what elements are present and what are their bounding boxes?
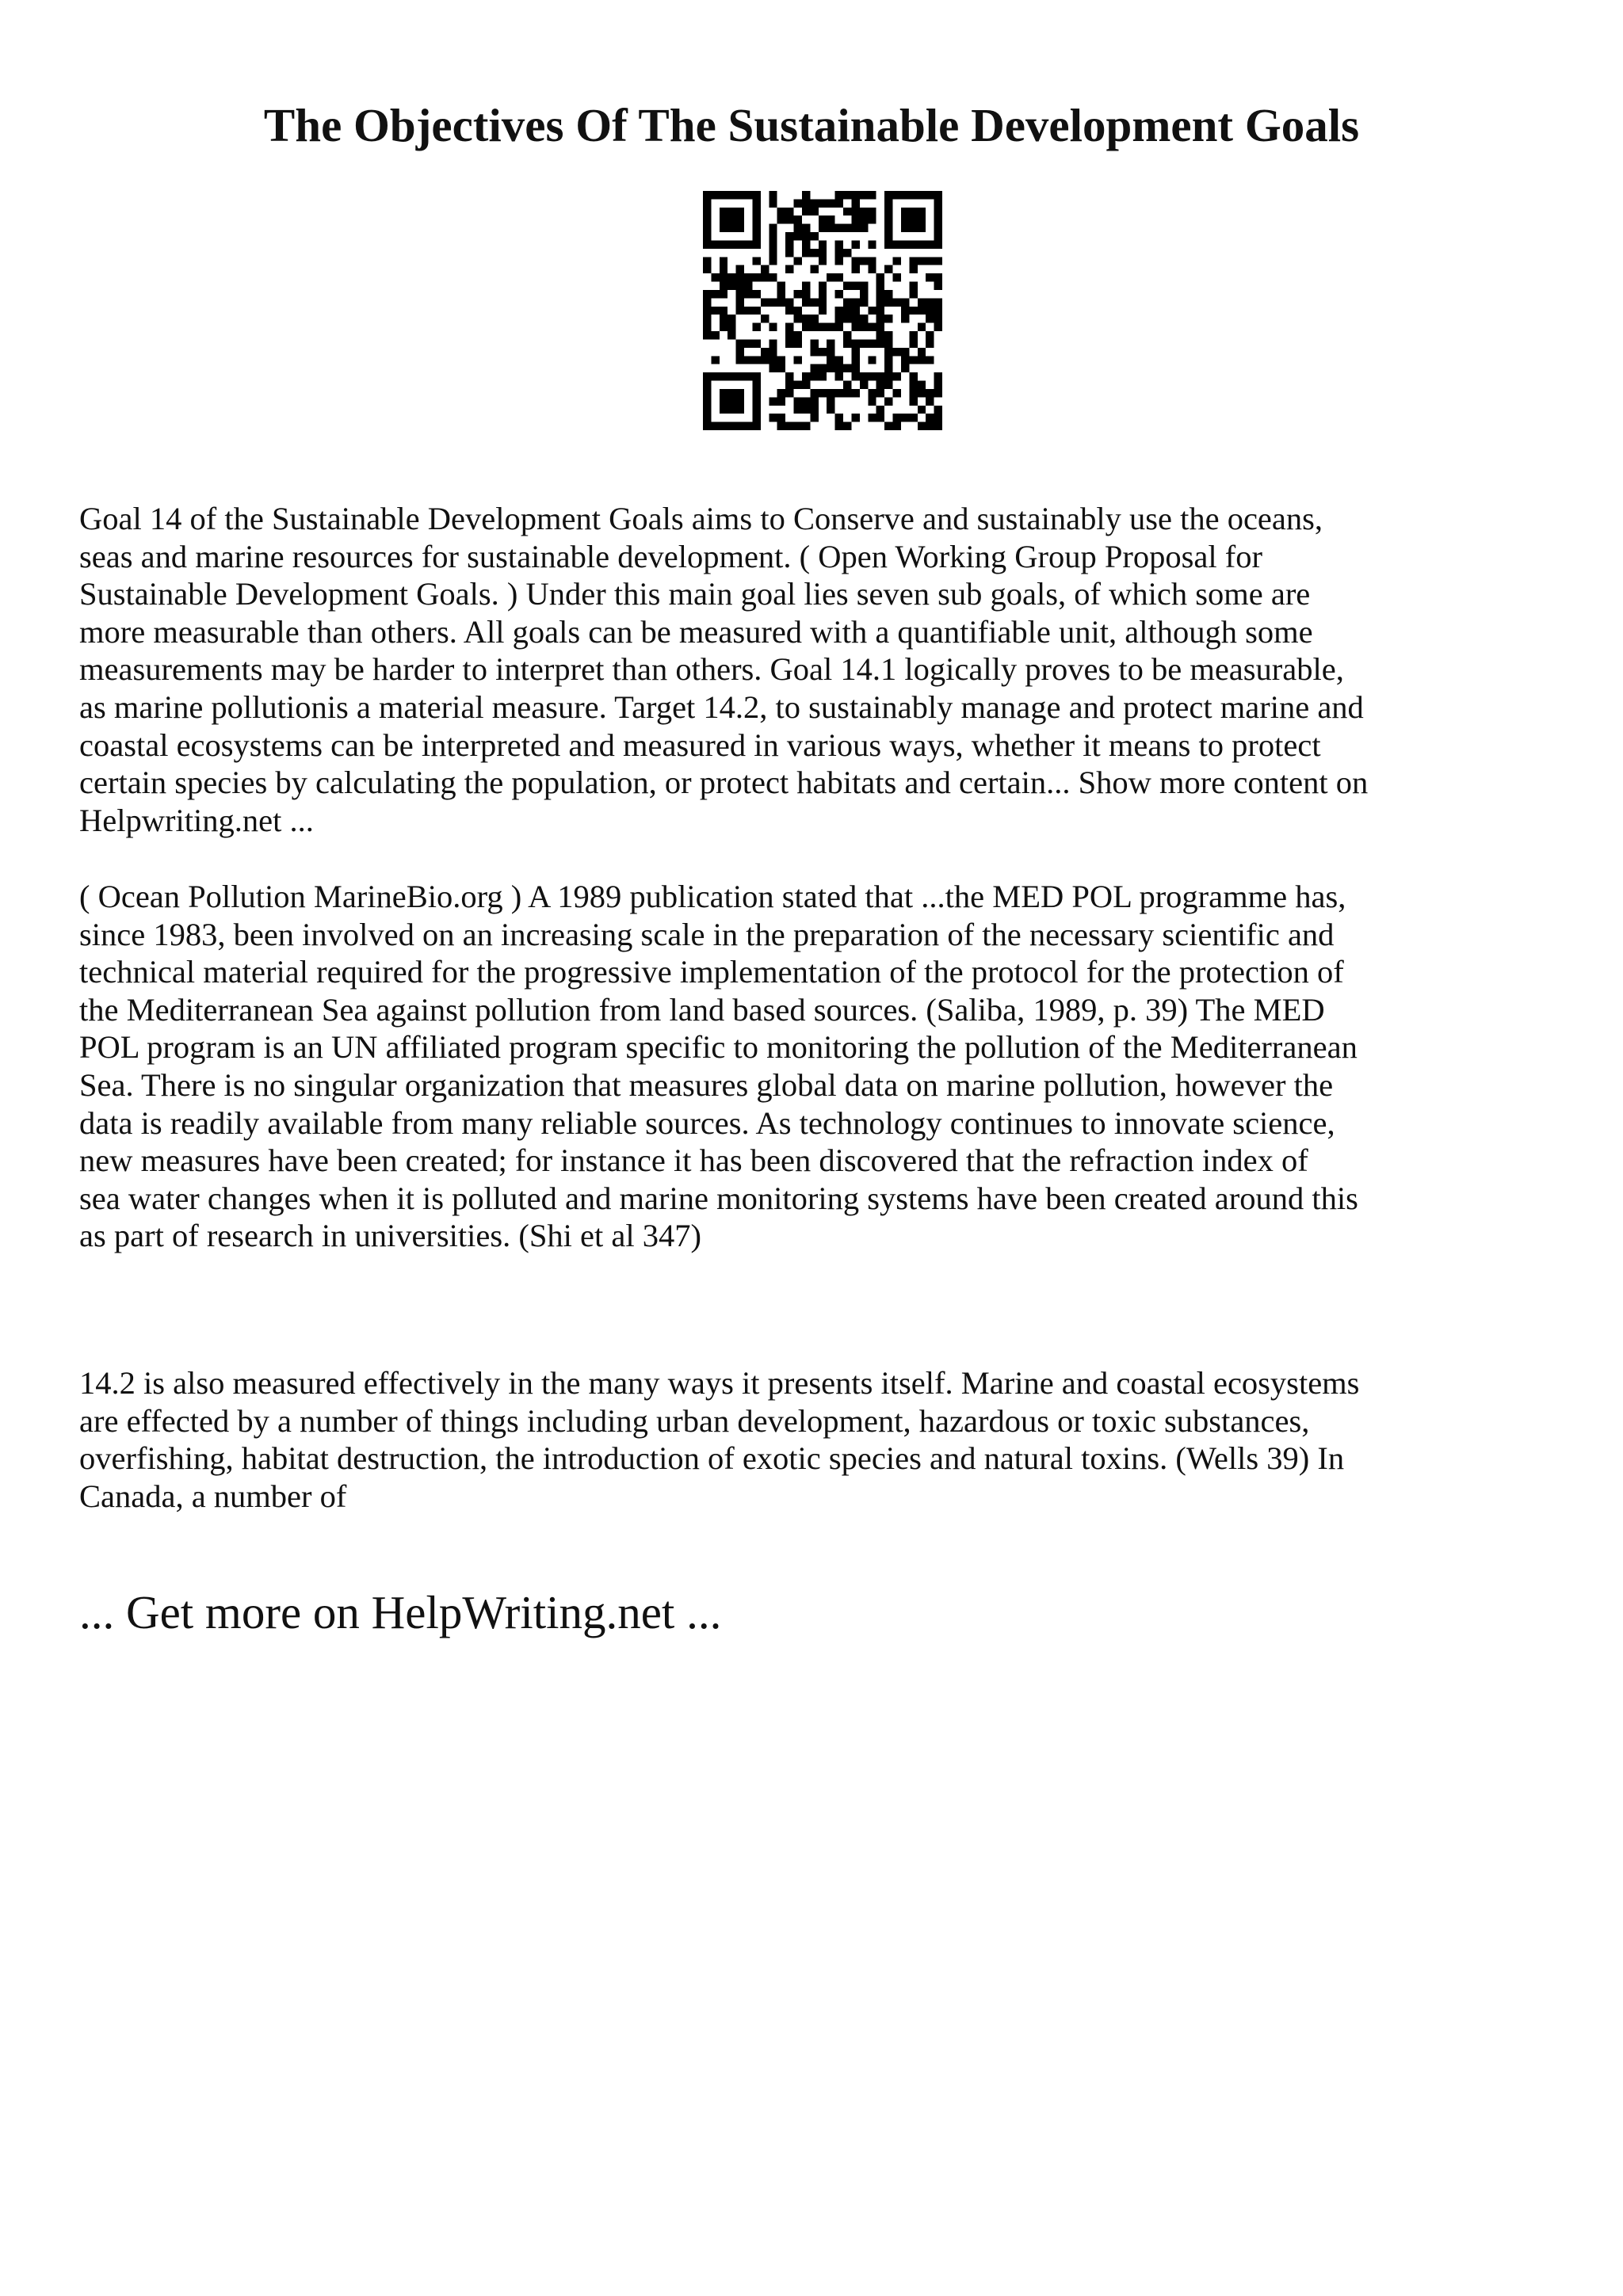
paragraph-line: new measures have been created; for instance it has been discovered that the refraction index of [79,1142,1308,1179]
paragraph-line: seas and marine resources for sustainable development. ( Open Working Group Proposal for [79,538,1262,574]
paragraph-line: technical material required for the progressive implementation of the protocol for the protection of [79,954,1344,990]
paragraph-2 [79,878,1569,1255]
paragraph-line: since 1983, been involved on an increasing scale in the preparation of the necessary scientific and [79,916,1335,952]
paragraph-line: Helpwriting.net ... [79,802,314,838]
paragraph-line: as part of research in universities. (Shi et al 347) [79,1218,702,1254]
paragraph-line: are effected by a number of things including urban development, hazardous or toxic substances, [79,1402,1310,1439]
paragraph-line: Sea. There is no singular organization that measures global data on marine pollution, however the [79,1066,1334,1103]
qr-code-icon [703,191,942,430]
page-title: The Objectives Of The Sustainable Development Goals [263,99,1360,151]
paragraph-line: Canada, a number of [79,1478,347,1514]
paragraph-line: POL program is an UN affiliated program specific to monitoring the pollution of the Mediterranean [79,1029,1358,1066]
paragraph-line: data is readily available from many reliable sources. As technology continues to innovate science, [79,1104,1335,1141]
paragraph-line: overfishing, habitat destruction, the introduction of exotic species and natural toxins. (Wells 39) In [79,1440,1345,1477]
paragraph-line: as marine pollutionis a material measure. Target 14.2, to sustainably manage and protect marine and [79,688,1364,725]
paragraph-line: more measurable than others. All goals can be measured with a quantifiable unit, although some [79,613,1313,650]
paragraph-line: Goal 14 of the Sustainable Development Goals aims to Conserve and sustainably use the oceans, [79,501,1323,536]
paragraph-line: certain species by calculating the population, or protect habitats and certain... Show more content on [79,765,1369,801]
paragraph-line: Sustainable Development Goals. ) Under this main goal lies seven sub goals, of which some are [79,576,1311,612]
paragraph-line: measurements may be harder to interpret than others. Goal 14.1 logically proves to be measurable, [79,651,1344,688]
paragraph-line: ( Ocean Pollution MarineBio.org ) A 1989 publication stated that ...the MED POL programme has, [79,879,1346,914]
paragraph-line: the Mediterranean Sea against pollution from land based sources. (Saliba, 1989, p. 39) The MED [79,991,1325,1028]
get-more-link[interactable]: ... Get more on HelpWriting.net ... [79,1586,722,1638]
paragraph-line: sea water changes when it is polluted and marine monitoring systems have been created around this [79,1180,1358,1216]
paragraph-line: 14.2 is also measured effectively in the many ways it presents itself. Marine and coastal ecosystems [79,1365,1360,1401]
paragraph-line: coastal ecosystems can be interpreted and measured in various ways, whether it means to protect [79,727,1321,763]
paragraph-3 [79,1364,1569,1515]
paragraph-1 [79,500,1569,839]
